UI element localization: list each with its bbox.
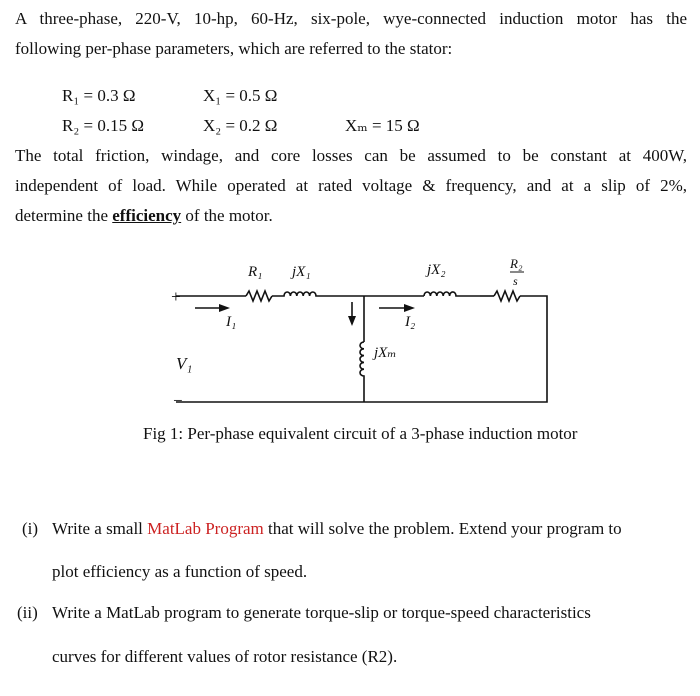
label-jxm: jXₘ [374,345,397,361]
label-r2-denominator: s [513,274,518,288]
param-x1: X₁ = 0.5 Ω [203,86,278,105]
problem-line-2: following per-phase parameters, which are referred to the stator: [15,39,453,58]
question-1-line-2: plot efficiency as a function of speed. [52,562,308,581]
problem-line-4: independent of load. While operated at rated voltage & frequency, and at a slip of 2%, [15,176,687,195]
inductor-x2 [424,292,480,296]
line5-post: of the motor. [181,206,273,225]
terminal-minus: − [172,391,184,410]
question-2-line-1: Write a MatLab program to generate torque-slip or torque-speed characteristics [52,603,591,622]
param-r2: R₂ = 0.15 Ω [62,116,144,135]
question-1-number: (i) [22,519,39,538]
matlab-program-emphasis: MatLab Program [147,519,264,538]
label-i1: I₁ [226,314,237,330]
question-1-line-1 [52,519,622,539]
arrow-im-head [348,316,356,326]
figure-caption: Fig 1: Per-phase equivalent circuit of a 3-phase induction motor [143,424,578,443]
label-i2: I₂ [405,314,416,330]
line5-pre: determine the [15,206,113,225]
q1-pre: Write a small [52,519,148,538]
q1-post: that will solve the problem. Extend your program to [263,519,622,538]
resistor-r1 [246,291,272,301]
terminal-plus: + [170,287,182,306]
label-r2-numerator: R₂ [510,256,523,271]
resistor-r2s [494,291,520,301]
arrow-i2-head [404,304,415,312]
inductor-x1 [272,292,322,296]
param-x2: X₂ = 0.2 Ω [203,116,278,135]
label-v1: V₁ [176,354,193,373]
param-xm: Xₘ = 15 Ω [345,116,420,135]
question-2-line-2: curves for different values of rotor resistance (R2). [52,647,398,666]
label-r1: R₁ [248,264,263,280]
inductor-xm [360,342,364,380]
problem-line-1: A three-phase, 220-V, 10-hp, 60-Hz, six-pole, wye-connected induction motor has the [15,9,687,28]
question-2-number: (ii) [17,603,38,622]
efficiency-emphasis: efficiency [112,206,182,225]
label-jx1: jX₁ [292,264,311,280]
problem-line-3: The total friction, windage, and core losses can be assumed to be constant at 400W, [15,146,687,165]
param-r1: R₁ = 0.3 Ω [62,86,136,105]
label-jx2: jX₂ [427,262,446,278]
arrow-i1-head [219,304,230,312]
